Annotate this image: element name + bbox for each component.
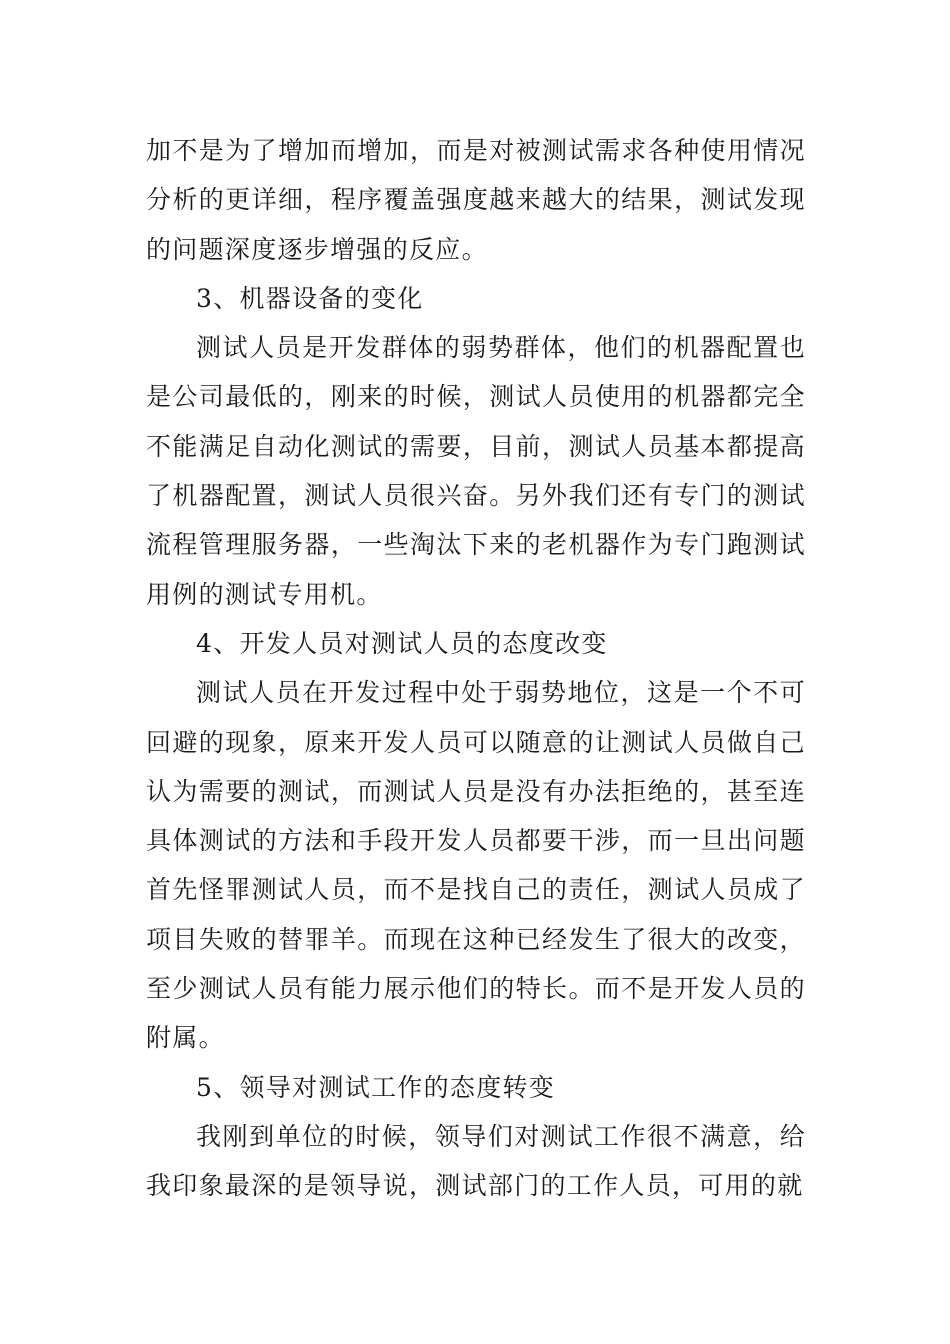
paragraph-machines: 测试人员是开发群体的弱势群体，他们的机器配置也是公司最低的，刚来的时候，测试人员使用的机器都完全不能满足自动化测试的需要，目前，测试人员基本都提高了机器配置，测试人员很兴奋。另外我们还有专门的测试流程管理服务器，一些淘汰下来的老机器作为专门跑测试用例的测试专用机。 [146,333,806,609]
document-body [146,126,806,1211]
section-heading-5: 5、领导对测试工作的态度转变 [196,1072,556,1102]
paragraph-continuation: 加不是为了增加而增加，而是对被测试需求各种使用情况分析的更详细，程序覆盖强度越来越大的结果，测试发现的问题深度逐步增强的反应。 [146,136,806,264]
paragraph-developer-attitude: 测试人员在开发过程中处于弱势地位，这是一个不可回避的现象，原来开发人员可以随意的让测试人员做自己认为需要的测试，而测试人员是没有办法拒绝的，甚至连具体测试的方法和手段开发人员都要干涉，而一旦出问题首先怪罪测试人员，而不是找自己的责任，测试人员成了项目失败的替罪羊。而现在这种已经发生了很大的改变，至少测试人员有能力展示他们的特长。而不是开发人员的附属。 [146,678,806,1053]
section-heading-3: 3、机器设备的变化 [196,283,424,313]
section-heading-4: 4、开发人员对测试人员的态度改变 [196,628,608,658]
paragraph-leadership-attitude: 我刚到单位的时候，领导们对测试工作很不满意，给我印象最深的是领导说，测试部门的工作人员，可用的就 [146,1121,806,1201]
